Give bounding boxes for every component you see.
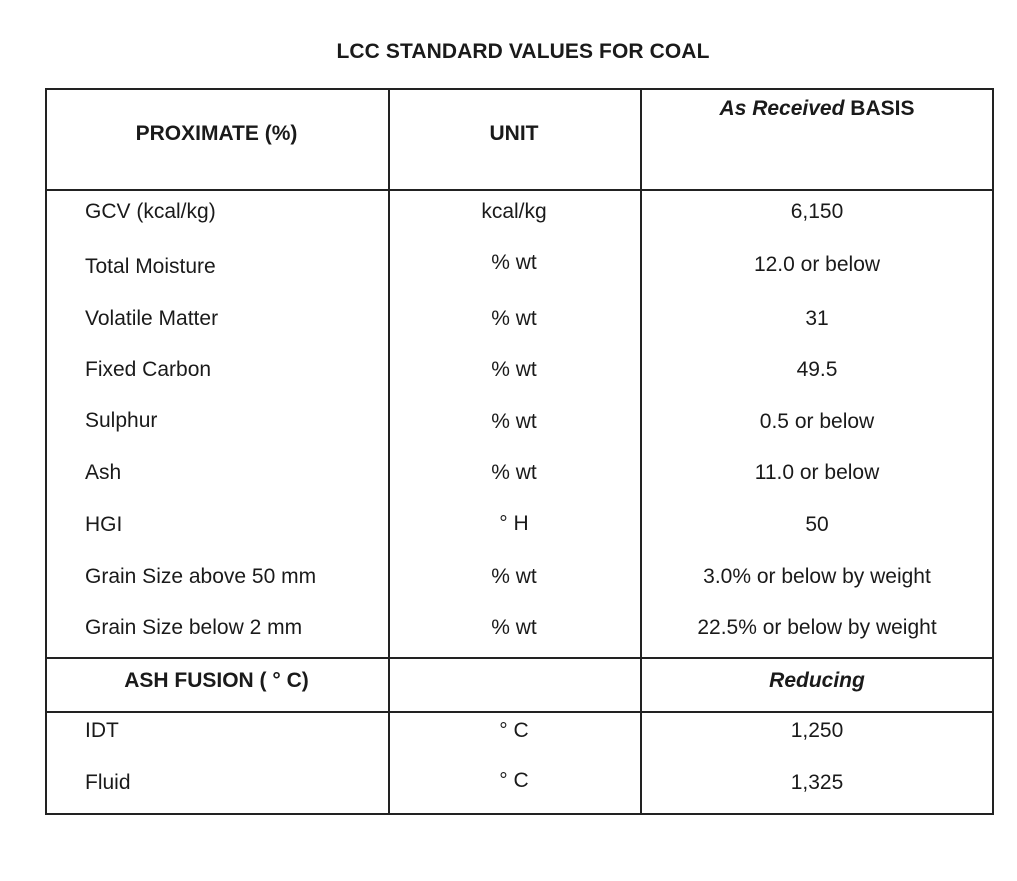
ash-row-value: 1,325 (790, 771, 844, 794)
header-divider (45, 189, 994, 191)
column-divider-2 (640, 88, 642, 815)
row-param: Grain Size above 50 mm (85, 565, 317, 588)
header-basis (640, 96, 994, 122)
row-unit: % wt (491, 251, 537, 274)
ash-row-unit: ° C (499, 769, 529, 792)
row-param: Grain Size below 2 mm (85, 616, 303, 639)
header-basis-rest: BASIS (844, 97, 915, 120)
ash-fusion-condition: Reducing (769, 669, 865, 692)
section-divider-top (45, 657, 994, 659)
document-title: LCC STANDARD VALUES FOR COAL (336, 40, 710, 63)
row-param: Total Moisture (85, 255, 216, 278)
row-value: 11.0 or below (754, 461, 880, 484)
row-value: 12.0 or below (753, 253, 881, 276)
ash-row-param: IDT (85, 719, 119, 742)
row-unit: ° H (499, 512, 529, 535)
ash-row-unit: ° C (499, 719, 529, 742)
row-unit: % wt (491, 565, 537, 588)
row-value: 6,150 (790, 200, 844, 223)
row-unit: % wt (491, 616, 537, 639)
coal-standards-table (45, 88, 994, 815)
ash-row-param: Fluid (85, 771, 131, 794)
row-value: 31 (805, 307, 829, 330)
table-border-right (992, 88, 994, 815)
table-border-bottom (45, 813, 994, 815)
row-unit: % wt (491, 307, 537, 330)
header-proximate: PROXIMATE (%) (135, 122, 298, 145)
row-unit: % wt (491, 410, 537, 433)
table-border-left (45, 88, 47, 815)
ash-fusion-label: ASH FUSION ( ° C) (124, 669, 309, 692)
section-divider-bottom (45, 711, 994, 713)
row-unit: % wt (491, 358, 537, 381)
row-unit: % wt (491, 461, 537, 484)
row-value: 50 (805, 513, 829, 536)
table-border-top (45, 88, 994, 90)
row-value: 49.5 (796, 358, 838, 381)
row-param: Sulphur (85, 409, 158, 432)
row-value: 3.0% or below by weight (703, 565, 931, 588)
row-param: Volatile Matter (85, 307, 219, 330)
row-param: Fixed Carbon (85, 358, 212, 381)
row-value: 0.5 or below (759, 410, 875, 433)
ash-row-value: 1,250 (790, 719, 844, 742)
row-unit: kcal/kg (481, 200, 547, 223)
row-param: GCV (kcal/kg) (85, 200, 216, 223)
row-param: Ash (85, 461, 122, 484)
row-param: HGI (85, 513, 123, 536)
header-unit: UNIT (489, 122, 539, 145)
header-basis-italic: As Received (719, 97, 845, 120)
column-divider-1 (388, 88, 390, 815)
row-value: 22.5% or below by weight (697, 616, 937, 639)
